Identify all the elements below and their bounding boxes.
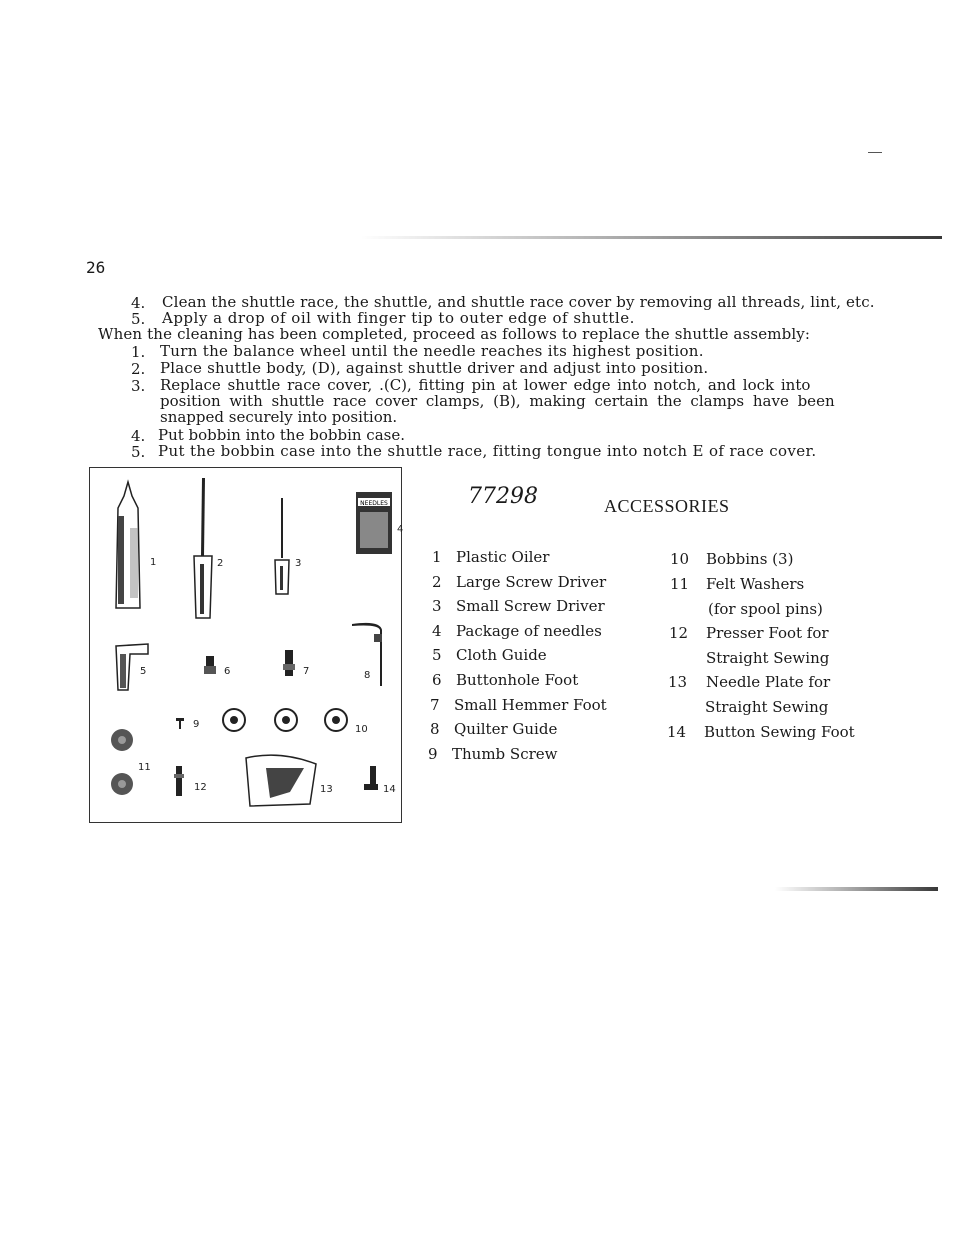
figure-label: 3 xyxy=(295,558,302,569)
scan-artifact-bottom xyxy=(775,887,938,891)
step-number: 3. xyxy=(131,377,146,395)
thumb-screw-icon xyxy=(176,718,184,729)
list-item: 8 Quilter Guide xyxy=(430,720,558,738)
step-text: Put the bobbin case into the shuttle race, fitting tongue into notch E of race cover. xyxy=(158,442,817,460)
bobbin-icon xyxy=(223,709,245,731)
step-number: 1. xyxy=(131,343,146,361)
figure-label: 7 xyxy=(303,666,310,677)
list-item: 14 Button Sewing Foot xyxy=(667,723,855,741)
list-item-sub: Straight Sewing xyxy=(706,649,830,667)
oiler-icon xyxy=(116,482,140,608)
presser-foot-icon xyxy=(174,766,184,796)
figure-label: 5 xyxy=(140,666,147,677)
intro-text: When the cleaning has been completed, proceed as follows to replace the shuttle assembly: xyxy=(98,325,811,343)
figure-label: 14 xyxy=(383,784,396,795)
bobbin-icon xyxy=(325,709,347,731)
list-item-sub: (for spool pins) xyxy=(708,600,823,618)
figure-label: 4 xyxy=(397,524,404,535)
list-item: 12 Presser Foot for xyxy=(669,624,829,642)
list-item: 10 Bobbins (3) xyxy=(670,550,794,568)
figure-label: 9 xyxy=(193,719,200,730)
needle-pack-label: NEEDLES xyxy=(360,500,388,507)
step-text: Turn the balance wheel until the needle reaches its highest position. xyxy=(160,342,704,360)
list-item-sub: Straight Sewing xyxy=(705,698,829,716)
figure-label: 12 xyxy=(194,782,207,793)
step-text: Replace shuttle race cover, .(C), fitting pin at lower edge into notch, and lock into xyxy=(160,376,811,394)
list-item: 2 Large Screw Driver xyxy=(432,573,607,591)
scan-artifact-top xyxy=(360,236,942,239)
page-number: 26 xyxy=(86,258,106,277)
figure-label: 1 xyxy=(150,557,157,568)
list-item: 5 Cloth Guide xyxy=(432,646,547,664)
list-item: 13 Needle Plate for xyxy=(668,673,831,691)
step-text: snapped securely into position. xyxy=(160,408,398,426)
step-number: 5. xyxy=(131,443,146,461)
step-number: 2. xyxy=(131,360,146,378)
button-sewing-foot-icon xyxy=(364,766,378,790)
list-item: 9 Thumb Screw xyxy=(428,745,558,763)
accessories-figure xyxy=(89,467,402,823)
figure-label: 11 xyxy=(138,762,151,773)
handwritten-number: 77298 xyxy=(468,484,538,509)
list-item: 6 Buttonhole Foot xyxy=(432,671,579,689)
step-text: Place shuttle body, (D), against shuttle driver and adjust into position. xyxy=(160,359,709,377)
step-text: Apply a drop of oil with finger tip to outer edge of shuttle. xyxy=(162,309,635,327)
figure-label: 8 xyxy=(364,670,371,681)
list-item: 4 Package of needles xyxy=(432,622,602,640)
figure-label: 10 xyxy=(355,724,368,735)
list-item: 11 Felt Washers xyxy=(670,575,805,593)
needle-plate-icon xyxy=(246,755,316,806)
bobbin-icon xyxy=(275,709,297,731)
accessories-title: ACCESSORIES xyxy=(604,496,730,516)
needle-package-icon xyxy=(356,492,392,554)
large-screwdriver-icon xyxy=(194,478,212,618)
list-item: 1 Plastic Oiler xyxy=(432,548,550,566)
figure-label: 13 xyxy=(320,784,333,795)
figure-label: 2 xyxy=(217,558,224,569)
step-text: Put bobbin into the bobbin case. xyxy=(158,426,405,444)
list-item: 7 Small Hemmer Foot xyxy=(430,696,607,714)
figure-label: 6 xyxy=(224,666,231,677)
buttonhole-foot-icon xyxy=(204,656,216,674)
step-number: 4. xyxy=(131,427,146,445)
step-number: 4. xyxy=(131,294,146,312)
felt-washer-icon xyxy=(111,773,133,795)
small-screwdriver-icon xyxy=(275,498,289,594)
hemmer-foot-icon xyxy=(283,650,295,676)
scan-mark xyxy=(868,152,882,153)
step-text: Clean the shuttle race, the shuttle, and shuttle race cover by removing all threads, lint, etc. xyxy=(162,293,875,311)
felt-washer-icon xyxy=(111,729,133,751)
list-item: 3 Small Screw Driver xyxy=(432,597,605,615)
step-text: position with shuttle race cover clamps, (B), making certain the clamps have been xyxy=(160,392,835,410)
accessories-illustration xyxy=(90,468,404,822)
step-number: 5. xyxy=(131,310,146,328)
